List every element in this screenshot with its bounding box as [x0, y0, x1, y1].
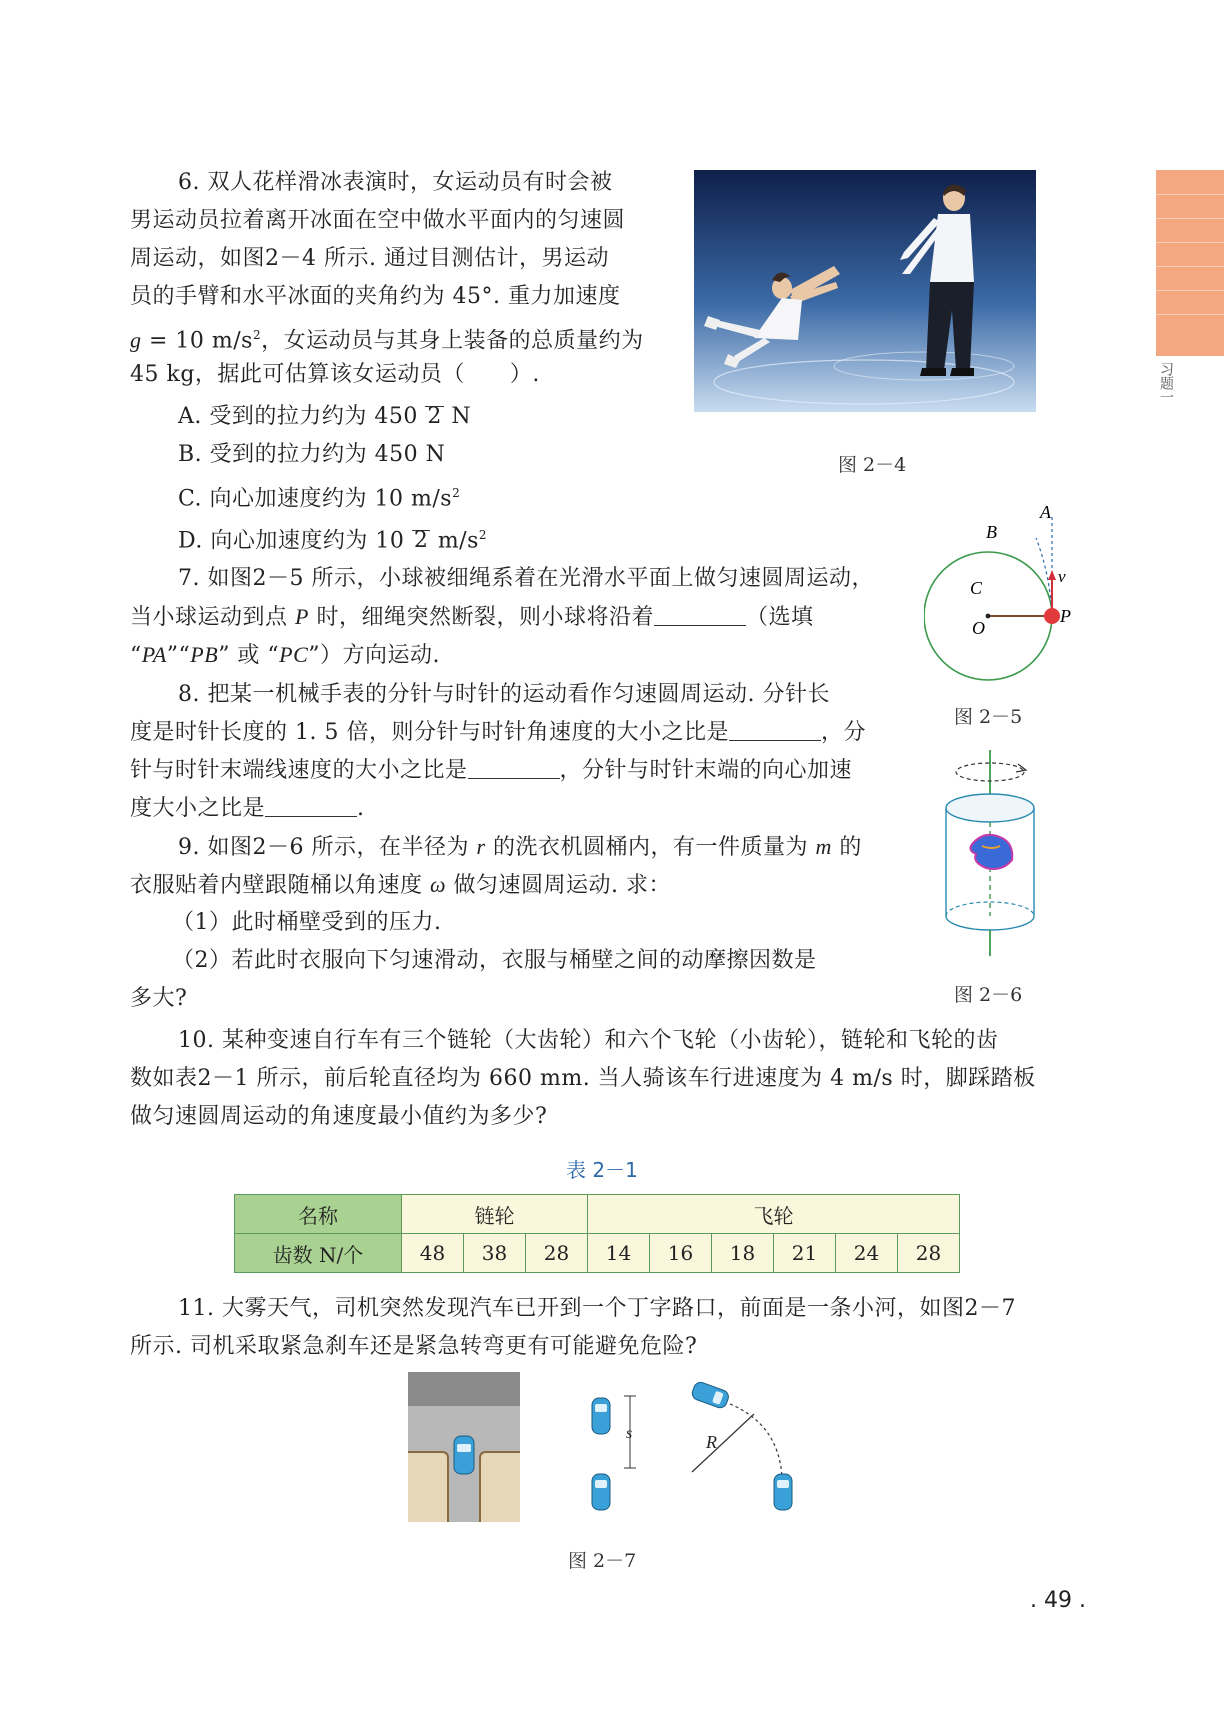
q8-line4: 度大小之比是 .	[130, 796, 365, 821]
car-icon	[690, 1380, 730, 1409]
q8-line1: 8. 把某一机械手表的分针与时针的运动看作匀速圆周运动. 分针长	[178, 682, 830, 707]
q6-option-a: A. 受到的拉力约为 450 2 N	[178, 404, 472, 429]
table-header-name: 名称	[235, 1195, 402, 1234]
table-cell: 38	[464, 1234, 526, 1273]
table-cell: 14	[588, 1234, 650, 1273]
q9-sub2: （2）若此时衣服向下匀速滑动，衣服与桶壁之间的动摩擦因数是	[172, 948, 817, 973]
table-cell: 28	[898, 1234, 960, 1273]
q9-sub2-cont: 多大?	[130, 986, 188, 1011]
circular-motion-diagram	[924, 504, 1074, 682]
q10-line3: 做匀速圆周运动的角速度最小值约为多少?	[130, 1104, 548, 1129]
figure-2-4-caption: 图 2－4	[838, 454, 907, 476]
q6-option-d: D. 向心加速度约为 10 2 $m/s^2$	[178, 528, 488, 554]
figure-skating-illustration	[694, 170, 1036, 412]
car-icon	[454, 1436, 474, 1474]
table-row-label: 齿数 N/个	[235, 1234, 402, 1273]
q9-sub1: （1）此时桶壁受到的压力.	[172, 910, 442, 935]
q11-line1: 11. 大雾天气，司机突然发现汽车已开到一个丁字路口，前面是一条小河，如图2－7	[178, 1296, 1016, 1321]
car-icon	[774, 1474, 792, 1510]
label-s: s	[626, 1425, 633, 1442]
q11-line2: 所示. 司机采取紧急刹车还是紧急转弯更有可能避免危险?	[130, 1334, 698, 1359]
q10-line1: 10. 某种变速自行车有三个链轮（大齿轮）和六个飞轮（小齿轮），链轮和飞轮的齿	[178, 1028, 999, 1053]
table-cell: 21	[774, 1234, 836, 1273]
t-junction-diagram	[408, 1372, 808, 1522]
table-cell: 18	[712, 1234, 774, 1273]
q8-line2: 度是时针长度的 1. 5 倍，则分针与时针角速度的大小之比是 ，分	[130, 720, 866, 745]
figure-2-7-caption: 图 2－7	[568, 1550, 637, 1572]
q9-line1: 9. 如图2－6 所示，在半径为 r 的洗衣机圆桶内，有一件质量为 m 的	[178, 834, 862, 860]
table-cell: 24	[836, 1234, 898, 1273]
q6-line5: g = 10 $m/s^2$，女运动员与其身上装备的总质量约为	[130, 327, 644, 354]
q6-line1: 6. 双人花样滑冰表演时，女运动员有时会被	[178, 170, 613, 195]
table-title: 表 2－1	[566, 1158, 638, 1182]
q6-option-c: C. 向心加速度约为 10 $m/s^2$	[178, 486, 461, 512]
table-cell: 16	[650, 1234, 712, 1273]
washing-machine-drum-diagram	[940, 750, 1040, 956]
q6-line6: 45 kg，据此可估算该女运动员（ ）.	[130, 362, 540, 387]
label-P: P	[1060, 606, 1071, 626]
q6-line2: 男运动员拉着离开冰面在空中做水平面内的匀速圆	[130, 208, 626, 233]
side-tab-block	[1156, 170, 1224, 356]
table-cell: 48	[402, 1234, 464, 1273]
car-icon	[592, 1398, 610, 1434]
q8-line3: 针与时针末端线速度的大小之比是 ，分针与时针末端的向心加速	[130, 758, 853, 783]
q6-option-b: B. 受到的拉力约为 450 N	[178, 442, 446, 467]
q7-line3: “PA”“PB” 或 “PC”）方向运动.	[130, 642, 441, 668]
table-cell: 28	[526, 1234, 588, 1273]
car-icon	[592, 1474, 610, 1510]
label-O: O	[972, 618, 985, 638]
sprocket-table	[234, 1194, 960, 1273]
label-B: B	[986, 522, 997, 542]
side-tab-label: 习题一	[1158, 362, 1174, 404]
q7-line2: 当小球运动到点 P 时，细绳突然断裂，则小球将沿着 （选填	[130, 604, 814, 630]
figure-2-6-caption: 图 2－6	[954, 984, 1023, 1006]
q6-line3: 周运动，如图2－4 所示. 通过目测估计，男运动	[130, 246, 609, 271]
label-v: v	[1058, 567, 1066, 586]
q9-line2: 衣服贴着内壁跟随桶以角速度 ω 做匀速圆周运动. 求：	[130, 872, 672, 898]
q10-line2: 数如表2－1 所示，前后轮直径均为 660 mm. 当人骑该车行进速度为 4 m/s 时，脚踩踏板	[130, 1066, 1036, 1091]
q6-line4: 员的手臂和水平冰面的夹角约为 45°. 重力加速度	[130, 284, 621, 309]
ball	[1044, 608, 1060, 624]
table-header-chainring: 链轮	[402, 1195, 588, 1234]
label-A: A	[1040, 504, 1051, 522]
figure-2-5-caption: 图 2－5	[954, 706, 1023, 728]
label-C: C	[970, 578, 983, 598]
page-number: . 49 .	[1030, 1588, 1086, 1613]
clothing-icon	[970, 835, 1012, 869]
q7-line1: 7. 如图2－5 所示，小球被细绳系着在光滑水平面上做匀速圆周运动，	[178, 566, 874, 591]
table-header-flywheel: 飞轮	[588, 1195, 960, 1234]
label-R: R	[706, 1432, 717, 1452]
